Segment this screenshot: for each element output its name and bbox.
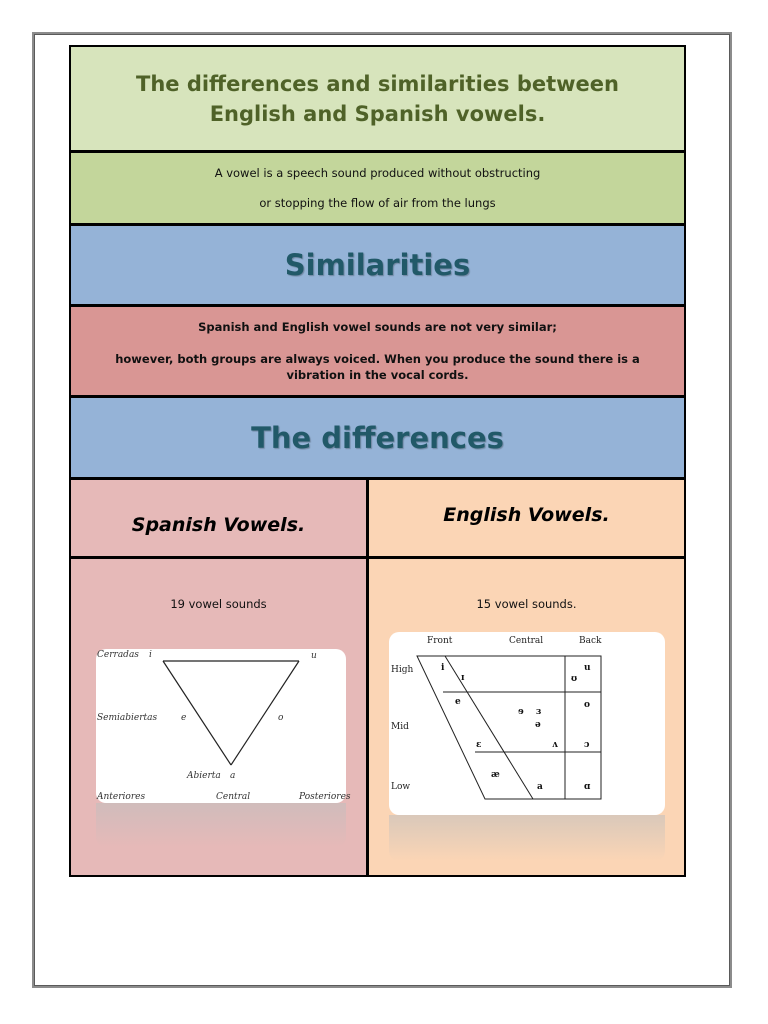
definition-line-1: A vowel is a speech sound produced without obstructing <box>214 165 541 180</box>
vowel-open-o: ɔ <box>584 740 590 750</box>
english-body-cell <box>369 559 684 875</box>
differences-heading-band <box>71 398 684 477</box>
vowel-schwa: ə <box>535 720 541 730</box>
vowel-script-a: ɑ <box>584 782 591 792</box>
row-label-high: High <box>391 665 414 675</box>
column-label-posteriores: Posteriores <box>299 792 351 802</box>
row-label-abierta: Abierta <box>187 771 221 781</box>
poster-title: The differences and similarities between English and Spanish vowels. <box>136 71 619 126</box>
column-label-anteriores: Anteriores <box>97 792 146 802</box>
spanish-heading-cell <box>71 480 366 556</box>
vowel-reversed-e: ɘ <box>518 707 524 717</box>
spanish-vowel-triangle <box>71 559 366 875</box>
vowel-ash: æ <box>491 770 500 780</box>
column-label-central: Central <box>216 792 251 802</box>
vowel-small-u: ʊ <box>571 674 578 684</box>
vowel-a: a <box>537 782 543 792</box>
poster-title-band <box>71 47 684 150</box>
vowel-a: a <box>230 771 236 781</box>
similarities-text <box>98 319 658 383</box>
spanish-body-cell <box>71 559 366 875</box>
vowel-wedge: ʌ <box>552 740 558 750</box>
vowel-e: e <box>181 713 187 723</box>
vowel-epsilon: ɛ <box>476 740 482 750</box>
vowel-u: u <box>584 663 591 673</box>
similarities-heading-band <box>71 226 684 304</box>
similarities-text-band <box>71 307 684 395</box>
row-label-semiabiertas: Semiabiertas <box>97 713 158 723</box>
row-label-mid: Mid <box>391 722 409 732</box>
column-label-front: Front <box>427 636 453 646</box>
column-label-central: Central <box>509 636 544 646</box>
vowel-o: o <box>584 700 591 710</box>
differences-heading: The differences <box>251 420 504 455</box>
vowel-i: i <box>441 663 445 673</box>
vowel-u: u <box>311 651 317 661</box>
definition-band <box>71 153 684 223</box>
definition-line-2: or stopping the flow of air from the lungs <box>259 195 496 210</box>
row-label-low: Low <box>391 782 411 792</box>
english-heading: English Vowels. <box>443 504 610 526</box>
column-label-back: Back <box>579 636 602 646</box>
vowel-reversed-epsilon: ɜ <box>536 707 542 717</box>
row-label-cerradas: Cerradas <box>97 650 139 660</box>
vowel-o: o <box>278 713 284 723</box>
vowel-e: e <box>455 697 461 707</box>
triangle-left-edge <box>163 661 231 765</box>
spanish-count: 19 vowel sounds <box>170 597 267 611</box>
central-left-line <box>445 656 533 799</box>
definition-text <box>168 166 588 211</box>
english-heading-cell <box>369 480 684 556</box>
vowel-poster <box>69 45 686 877</box>
spanish-heading: Spanish Vowels. <box>131 514 306 536</box>
triangle-right-edge <box>231 661 299 765</box>
similarities-line-2: however, both groups are always voiced. When you produce the sound there is a vibration in the vocal cords. <box>115 352 640 382</box>
english-count: 15 vowel sounds. <box>476 597 577 611</box>
similarities-line-1: Spanish and English vowel sounds are not very similar; <box>198 320 557 334</box>
english-vowel-quadrilateral <box>369 559 684 875</box>
vowel-small-i: ɪ <box>461 673 465 683</box>
similarities-heading: Similarities <box>284 248 471 282</box>
vowel-i: i <box>149 650 152 660</box>
